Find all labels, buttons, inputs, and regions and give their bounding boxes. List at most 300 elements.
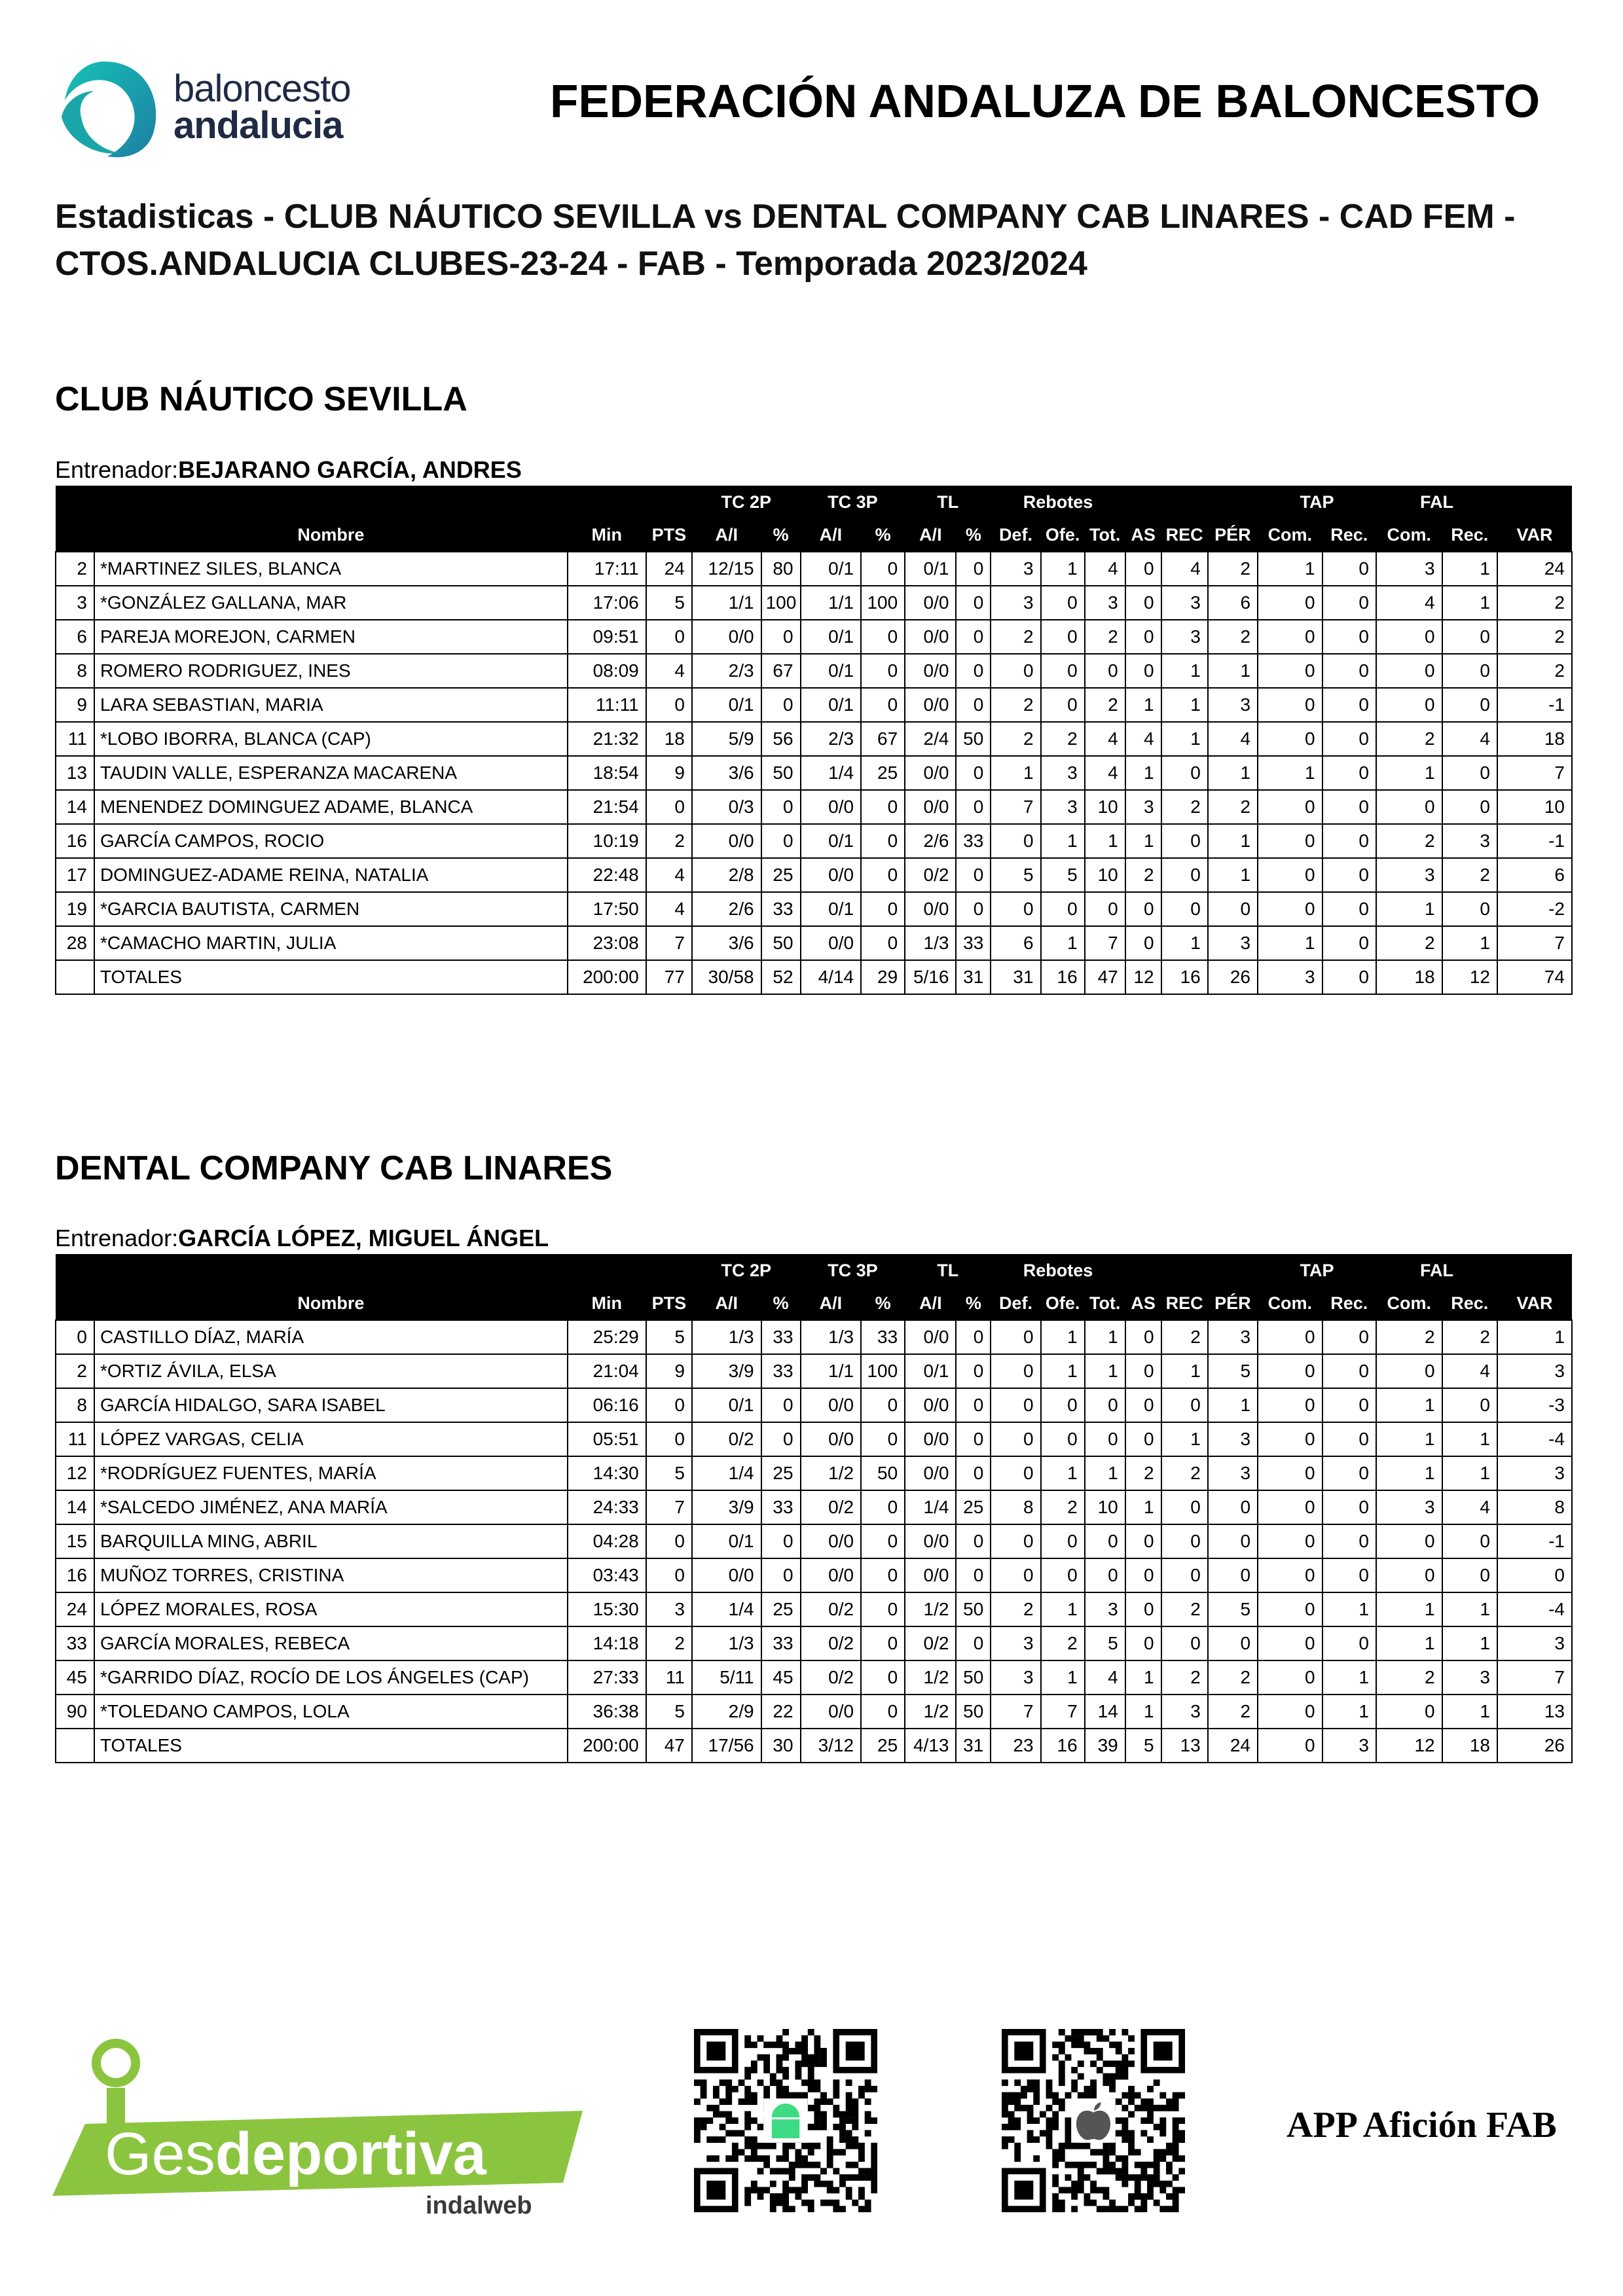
stat-cell: 27:33 xyxy=(568,1660,646,1695)
stat-cell: 4 xyxy=(1208,722,1258,756)
stat-cell: 3/9 xyxy=(692,1354,761,1388)
player-name: *ORTIZ ÁVILA, ELSA xyxy=(94,1354,568,1388)
stat-cell: 1 xyxy=(1161,926,1208,960)
stat-cell: 100 xyxy=(861,586,905,620)
stat-cell: 0 xyxy=(861,1660,905,1695)
stat-cell: 1 xyxy=(1041,1660,1085,1695)
stat-cell: 1/3 xyxy=(692,1626,761,1660)
column-header: % xyxy=(761,1287,801,1320)
stat-cell: 0 xyxy=(1041,688,1085,722)
gesdeportiva-logo xyxy=(46,2036,589,2219)
player-name: ROMERO RODRIGUEZ, INES xyxy=(94,654,568,688)
stat-cell: 3 xyxy=(991,552,1040,586)
stat-cell: 0 xyxy=(1125,926,1161,960)
qr-code-android[interactable] xyxy=(694,2029,877,2212)
stat-cell: 22 xyxy=(761,1695,801,1729)
stat-cell: 0 xyxy=(1161,1626,1208,1660)
stat-cell: 0 xyxy=(991,1456,1040,1490)
stat-cell: 0 xyxy=(761,1524,801,1558)
stat-cell: 8 xyxy=(1497,1490,1572,1524)
stat-cell: 0 xyxy=(1442,1388,1497,1422)
stat-cell: 2 xyxy=(1376,1660,1442,1695)
group-header-cell xyxy=(646,1254,692,1287)
document-title: Estadisticas - CLUB NÁUTICO SEVILLA vs DENTAL COMPANY CAB LINARES - CAD FEM - CTOS.ANDALUCIA CLUBES-23-24 - FAB - Temporada 2023/2024 xyxy=(55,198,1516,283)
stat-cell: 1 xyxy=(1497,1320,1572,1354)
group-header-cell: TC 3P xyxy=(801,486,905,518)
stat-cell: 4 xyxy=(1376,586,1442,620)
stat-cell: 2 xyxy=(1161,1660,1208,1695)
stat-cell: 0/0 xyxy=(905,1456,956,1490)
stat-cell: 0 xyxy=(1376,1558,1442,1592)
stat-cell: 67 xyxy=(761,654,801,688)
stat-cell: 0 xyxy=(1322,620,1376,654)
stat-cell: 0 xyxy=(1258,1490,1322,1524)
qr-code-apple[interactable] xyxy=(1002,2029,1185,2212)
stat-cell: 0/2 xyxy=(801,1592,862,1626)
stat-cell: 1 xyxy=(1161,1354,1208,1388)
stat-cell: 0/1 xyxy=(801,892,862,926)
stat-cell: 25:29 xyxy=(568,1320,646,1354)
coach-label: Entrenador: xyxy=(55,456,179,483)
stat-cell: 7 xyxy=(646,926,692,960)
stat-cell: 0 xyxy=(761,620,801,654)
stat-cell: 0 xyxy=(1161,824,1208,858)
stat-cell: 0 xyxy=(991,1320,1040,1354)
stat-cell: 31 xyxy=(956,960,991,994)
stat-cell: 0/0 xyxy=(905,620,956,654)
column-header: Rec. xyxy=(1322,518,1376,552)
column-header-row xyxy=(56,1287,1572,1320)
stat-cell: 0/1 xyxy=(905,552,956,586)
totals-row xyxy=(56,1729,1572,1763)
stat-cell: 50 xyxy=(861,1456,905,1490)
stat-cell: 0/1 xyxy=(801,824,862,858)
group-header-row xyxy=(56,486,1572,518)
stat-cell: 0 xyxy=(761,1388,801,1422)
stat-cell: 7 xyxy=(646,1490,692,1524)
stat-cell: 0 xyxy=(1322,926,1376,960)
player-row xyxy=(56,1592,1572,1626)
stat-cell: 1/3 xyxy=(801,1320,862,1354)
stat-cell: 0/0 xyxy=(905,1320,956,1354)
stat-cell: 0 xyxy=(1085,1388,1125,1422)
stat-cell: 3 xyxy=(1208,688,1258,722)
stat-cell: 2 xyxy=(646,1626,692,1660)
stat-cell: 0 xyxy=(956,1422,991,1456)
stat-cell: 0 xyxy=(1125,1354,1161,1388)
stat-cell: 0/0 xyxy=(801,1524,862,1558)
stat-cell: -2 xyxy=(1497,892,1572,926)
group-header-cell xyxy=(94,486,568,518)
stat-cell: 21:54 xyxy=(568,790,646,824)
stat-cell: 0 xyxy=(861,1388,905,1422)
stat-cell: 1 xyxy=(1258,756,1322,790)
jersey-number xyxy=(56,1729,94,1763)
stat-cell: 13 xyxy=(1161,1729,1208,1763)
stat-cell: 50 xyxy=(761,756,801,790)
stat-cell: 10 xyxy=(1085,858,1125,892)
stat-cell: 0 xyxy=(1208,1524,1258,1558)
stat-cell: 0 xyxy=(1322,1490,1376,1524)
coach-name: BEJARANO GARCÍA, ANDRES xyxy=(178,456,522,483)
stat-cell: 3 xyxy=(1161,620,1208,654)
stat-cell: 1 xyxy=(991,756,1040,790)
column-header: VAR xyxy=(1497,1287,1572,1320)
stat-cell: 0 xyxy=(1161,1524,1208,1558)
stat-cell: 05:51 xyxy=(568,1422,646,1456)
stat-cell: 2 xyxy=(1041,1626,1085,1660)
stat-cell: 0/1 xyxy=(692,1524,761,1558)
stat-cell: 0 xyxy=(1208,892,1258,926)
player-row xyxy=(56,552,1572,586)
stat-cell: 0/0 xyxy=(905,790,956,824)
stat-cell: 0 xyxy=(1125,1592,1161,1626)
stat-cell: 2 xyxy=(1497,654,1572,688)
column-header: % xyxy=(861,1287,905,1320)
stat-cell: 0 xyxy=(1258,620,1322,654)
player-row xyxy=(56,1558,1572,1592)
stat-cell: 1 xyxy=(1125,756,1161,790)
stat-cell: 47 xyxy=(1085,960,1125,994)
stat-cell: 33 xyxy=(761,1490,801,1524)
column-header: Nombre xyxy=(94,1287,568,1320)
stat-cell: 0 xyxy=(956,1354,991,1388)
column-header: A/I xyxy=(692,518,761,552)
stat-cell: 1 xyxy=(1161,1422,1208,1456)
player-row xyxy=(56,722,1572,756)
stat-cell: 10:19 xyxy=(568,824,646,858)
stat-cell: 1 xyxy=(1085,824,1125,858)
stat-cell: 0 xyxy=(1376,1354,1442,1388)
player-name: *SALCEDO JIMÉNEZ, ANA MARÍA xyxy=(94,1490,568,1524)
stat-cell: 0 xyxy=(861,1695,905,1729)
column-header: Min xyxy=(568,1287,646,1320)
stat-cell: 12 xyxy=(1442,960,1497,994)
stat-cell: 200:00 xyxy=(568,960,646,994)
stat-cell: 0 xyxy=(1322,1558,1376,1592)
stat-cell: 0 xyxy=(646,790,692,824)
stat-cell: 0 xyxy=(956,654,991,688)
stat-cell: 3 xyxy=(1376,552,1442,586)
jersey-number: 28 xyxy=(56,926,94,960)
stat-cell: 0 xyxy=(1125,1422,1161,1456)
stat-cell: 3 xyxy=(1208,1320,1258,1354)
stat-cell: 50 xyxy=(956,1695,991,1729)
stat-cell: 2/3 xyxy=(692,654,761,688)
stat-cell: 25 xyxy=(956,1490,991,1524)
stat-cell: 3 xyxy=(1442,1660,1497,1695)
stat-cell: 2 xyxy=(991,1592,1040,1626)
column-header: Rec. xyxy=(1442,1287,1497,1320)
stat-cell: 2 xyxy=(991,688,1040,722)
player-name: *MARTINEZ SILES, BLANCA xyxy=(94,552,568,586)
stat-cell: 1 xyxy=(1041,552,1085,586)
group-header-cell xyxy=(56,486,94,518)
gesdeportiva-wordmark: Gesdeportiva xyxy=(105,2121,486,2187)
stat-cell: 67 xyxy=(861,722,905,756)
stat-cell: 50 xyxy=(956,1592,991,1626)
stat-cell: 2 xyxy=(1376,926,1442,960)
group-header-cell: Rebotes xyxy=(991,486,1125,518)
team-name: CLUB NÁUTICO SEVILLA xyxy=(55,380,467,418)
stat-cell: 0 xyxy=(1258,586,1322,620)
stat-cell: 30/58 xyxy=(692,960,761,994)
stat-cell: 5/9 xyxy=(692,722,761,756)
stat-cell: 0/2 xyxy=(905,1626,956,1660)
stat-cell: 0 xyxy=(956,552,991,586)
column-header: % xyxy=(761,518,801,552)
stat-cell: 3/6 xyxy=(692,926,761,960)
group-header-cell xyxy=(646,486,692,518)
stat-cell: 1 xyxy=(1442,586,1497,620)
jersey-number: 17 xyxy=(56,858,94,892)
stat-cell: 2/9 xyxy=(692,1695,761,1729)
stat-cell: 2 xyxy=(1497,586,1572,620)
stat-cell: 0 xyxy=(1322,756,1376,790)
stat-cell: 4/13 xyxy=(905,1729,956,1763)
stat-cell: 0 xyxy=(1041,654,1085,688)
stat-cell: 7 xyxy=(1497,926,1572,960)
jersey-number: 12 xyxy=(56,1456,94,1490)
column-header: Com. xyxy=(1258,1287,1322,1320)
stat-cell: 3 xyxy=(1041,756,1085,790)
stat-cell: 2 xyxy=(1041,1490,1085,1524)
group-header-cell: Rebotes xyxy=(991,1254,1125,1287)
stat-cell: 18 xyxy=(1497,722,1572,756)
stat-cell: 1 xyxy=(1442,1456,1497,1490)
group-header-cell: TC 3P xyxy=(801,1254,905,1287)
stat-cell: 1 xyxy=(1376,1422,1442,1456)
stat-cell: 25 xyxy=(861,756,905,790)
group-header-cell: TAP xyxy=(1258,1254,1376,1287)
stat-cell: 1 xyxy=(1085,1354,1125,1388)
stat-cell: 0 xyxy=(1161,1490,1208,1524)
stat-cell: 0/0 xyxy=(905,756,956,790)
stat-cell: 2 xyxy=(1085,688,1125,722)
stat-cell: 3 xyxy=(1497,1626,1572,1660)
stat-cell: 16 xyxy=(1041,960,1085,994)
stat-cell: 0 xyxy=(1258,688,1322,722)
stat-cell: 24 xyxy=(1497,552,1572,586)
player-name: GARCÍA MORALES, REBECA xyxy=(94,1626,568,1660)
stat-cell: 2 xyxy=(1208,790,1258,824)
stat-cell: 24 xyxy=(1208,1729,1258,1763)
stat-cell: 1/4 xyxy=(801,756,862,790)
player-row xyxy=(56,858,1572,892)
stat-cell: 0 xyxy=(1258,1320,1322,1354)
stat-cell: 2 xyxy=(1376,824,1442,858)
stat-cell: 0 xyxy=(956,756,991,790)
stat-cell: 1 xyxy=(1376,1592,1442,1626)
column-header: Com. xyxy=(1376,1287,1442,1320)
stat-cell: 1 xyxy=(1208,824,1258,858)
stat-cell: 100 xyxy=(761,586,801,620)
team-name: DENTAL COMPANY CAB LINARES xyxy=(55,1149,613,1187)
stat-cell: 12 xyxy=(1376,1729,1442,1763)
stat-cell: 3 xyxy=(991,1626,1040,1660)
group-header-cell xyxy=(568,486,646,518)
player-row xyxy=(56,1660,1572,1695)
stat-cell: 1 xyxy=(1125,688,1161,722)
player-name: BARQUILLA MING, ABRIL xyxy=(94,1524,568,1558)
stat-cell: 0/0 xyxy=(692,824,761,858)
stat-cell: 2 xyxy=(1208,1695,1258,1729)
stat-cell: 0 xyxy=(646,1422,692,1456)
stat-cell: 12/15 xyxy=(692,552,761,586)
stat-cell: 0 xyxy=(1041,1388,1085,1422)
stat-cell: 0 xyxy=(1161,1558,1208,1592)
stat-cell: -4 xyxy=(1497,1422,1572,1456)
stat-cell: 0/1 xyxy=(692,1388,761,1422)
stat-cell: 24:33 xyxy=(568,1490,646,1524)
stat-cell: 0 xyxy=(646,1388,692,1422)
jersey-number: 16 xyxy=(56,824,94,858)
column-header-row xyxy=(56,518,1572,552)
stat-cell: 0/1 xyxy=(801,620,862,654)
stat-cell: 06:16 xyxy=(568,1388,646,1422)
stat-cell: 0 xyxy=(1258,722,1322,756)
group-header-cell xyxy=(1208,486,1258,518)
player-name: *LOBO IBORRA, BLANCA (CAP) xyxy=(94,722,568,756)
player-name: *GONZÁLEZ GALLANA, MAR xyxy=(94,586,568,620)
stat-cell: 16 xyxy=(1161,960,1208,994)
column-header: PÉR xyxy=(1208,1287,1258,1320)
column-header: Com. xyxy=(1258,518,1322,552)
stat-cell: 2 xyxy=(1161,790,1208,824)
stat-cell: 0 xyxy=(1258,1422,1322,1456)
stat-cell: 2/6 xyxy=(905,824,956,858)
stat-cell: 11 xyxy=(646,1660,692,1695)
stat-cell: 0 xyxy=(1258,892,1322,926)
jersey-number: 45 xyxy=(56,1660,94,1695)
stat-cell: 8 xyxy=(991,1490,1040,1524)
stat-cell: 0 xyxy=(1258,1354,1322,1388)
stat-cell: 0 xyxy=(1258,1558,1322,1592)
player-row xyxy=(56,620,1572,654)
stat-cell: 0 xyxy=(861,688,905,722)
stat-cell: 3 xyxy=(1125,790,1161,824)
stat-cell: 50 xyxy=(761,926,801,960)
stat-cell: 7 xyxy=(991,1695,1040,1729)
jersey-number: 8 xyxy=(56,654,94,688)
player-name: LÓPEZ MORALES, ROSA xyxy=(94,1592,568,1626)
stat-cell: 7 xyxy=(1497,1660,1572,1695)
stat-cell: 1 xyxy=(1125,1695,1161,1729)
group-header-cell: FAL xyxy=(1376,486,1497,518)
column-header: Com. xyxy=(1376,518,1442,552)
stat-cell: 14:18 xyxy=(568,1626,646,1660)
stat-cell: 0 xyxy=(1322,892,1376,926)
stat-cell: 0 xyxy=(956,1524,991,1558)
stat-cell: 3 xyxy=(1085,1592,1125,1626)
stat-cell: 3 xyxy=(991,586,1040,620)
jersey-number: 0 xyxy=(56,1320,94,1354)
stat-cell: 1 xyxy=(1161,688,1208,722)
stat-cell: 0 xyxy=(1041,586,1085,620)
column-header: Nombre xyxy=(94,518,568,552)
stat-cell: 5 xyxy=(646,1320,692,1354)
column-header: Min xyxy=(568,518,646,552)
stat-cell: 0/0 xyxy=(905,892,956,926)
stat-cell: 0 xyxy=(1258,1660,1322,1695)
stat-cell: 4 xyxy=(1085,552,1125,586)
stat-cell: 1 xyxy=(1208,654,1258,688)
stat-cell: 0 xyxy=(1322,654,1376,688)
stat-cell: 1 xyxy=(1322,1695,1376,1729)
stat-cell: 0 xyxy=(956,1456,991,1490)
jersey-number: 14 xyxy=(56,790,94,824)
indalweb-wordmark: indalweb xyxy=(426,2192,532,2219)
stat-cell: 21:04 xyxy=(568,1354,646,1388)
stat-cell: 1 xyxy=(1085,1320,1125,1354)
stat-cell: 0/0 xyxy=(801,926,862,960)
stat-cell: 56 xyxy=(761,722,801,756)
stat-cell: 25 xyxy=(861,1729,905,1763)
stat-cell: 1/1 xyxy=(692,586,761,620)
stat-cell: 4 xyxy=(1161,552,1208,586)
stat-cell: 0 xyxy=(1208,1626,1258,1660)
stat-cell: 6 xyxy=(1208,586,1258,620)
column-header: Tot. xyxy=(1085,518,1125,552)
stat-cell: 2 xyxy=(1085,620,1125,654)
stat-cell: 25 xyxy=(761,858,801,892)
stat-cell: 17/56 xyxy=(692,1729,761,1763)
stat-cell: -3 xyxy=(1497,1388,1572,1422)
stat-cell: 33 xyxy=(761,1354,801,1388)
stat-cell: 24 xyxy=(646,552,692,586)
player-row xyxy=(56,756,1572,790)
stat-cell: 0 xyxy=(1161,892,1208,926)
stat-cell: 0 xyxy=(1085,654,1125,688)
stat-cell: 0 xyxy=(761,1558,801,1592)
jersey-number: 11 xyxy=(56,1422,94,1456)
stat-cell: 1 xyxy=(1442,552,1497,586)
coach-name: GARCÍA LÓPEZ, MIGUEL ÁNGEL xyxy=(178,1225,549,1251)
group-header-cell xyxy=(1161,1254,1208,1287)
stat-cell: 4 xyxy=(646,858,692,892)
totals-label: TOTALES xyxy=(94,1729,568,1763)
jersey-number: 2 xyxy=(56,1354,94,1388)
logo-wordmark-line1: baloncesto xyxy=(173,67,351,110)
stat-cell: 0 xyxy=(991,892,1040,926)
stat-cell: 2 xyxy=(1125,858,1161,892)
stat-cell: 5 xyxy=(646,1456,692,1490)
column-header: Tot. xyxy=(1085,1287,1125,1320)
stat-cell: 0/0 xyxy=(801,1388,862,1422)
stat-cell: 31 xyxy=(991,960,1040,994)
stat-cell: 0 xyxy=(991,1422,1040,1456)
stat-cell: 1 xyxy=(1208,858,1258,892)
group-header-cell xyxy=(1125,486,1161,518)
jersey-number: 6 xyxy=(56,620,94,654)
app-promo-text: APP Afición FAB xyxy=(1286,2105,1557,2145)
stat-cell: 47 xyxy=(646,1729,692,1763)
stat-cell: 0 xyxy=(861,824,905,858)
stat-cell: 0/0 xyxy=(905,1558,956,1592)
column-header: AS xyxy=(1125,518,1161,552)
stat-cell: 26 xyxy=(1208,960,1258,994)
stat-cell: 0/1 xyxy=(801,688,862,722)
stat-cell: 0 xyxy=(1442,620,1497,654)
player-name: *TOLEDANO CAMPOS, LOLA xyxy=(94,1695,568,1729)
stat-cell: 4 xyxy=(646,892,692,926)
stat-cell: 1/1 xyxy=(801,586,862,620)
column-header: A/I xyxy=(801,518,862,552)
stat-cell: 33 xyxy=(861,1320,905,1354)
stat-cell: 3 xyxy=(1322,1729,1376,1763)
stat-cell: 0/0 xyxy=(905,1388,956,1422)
stat-cell: 5 xyxy=(646,586,692,620)
